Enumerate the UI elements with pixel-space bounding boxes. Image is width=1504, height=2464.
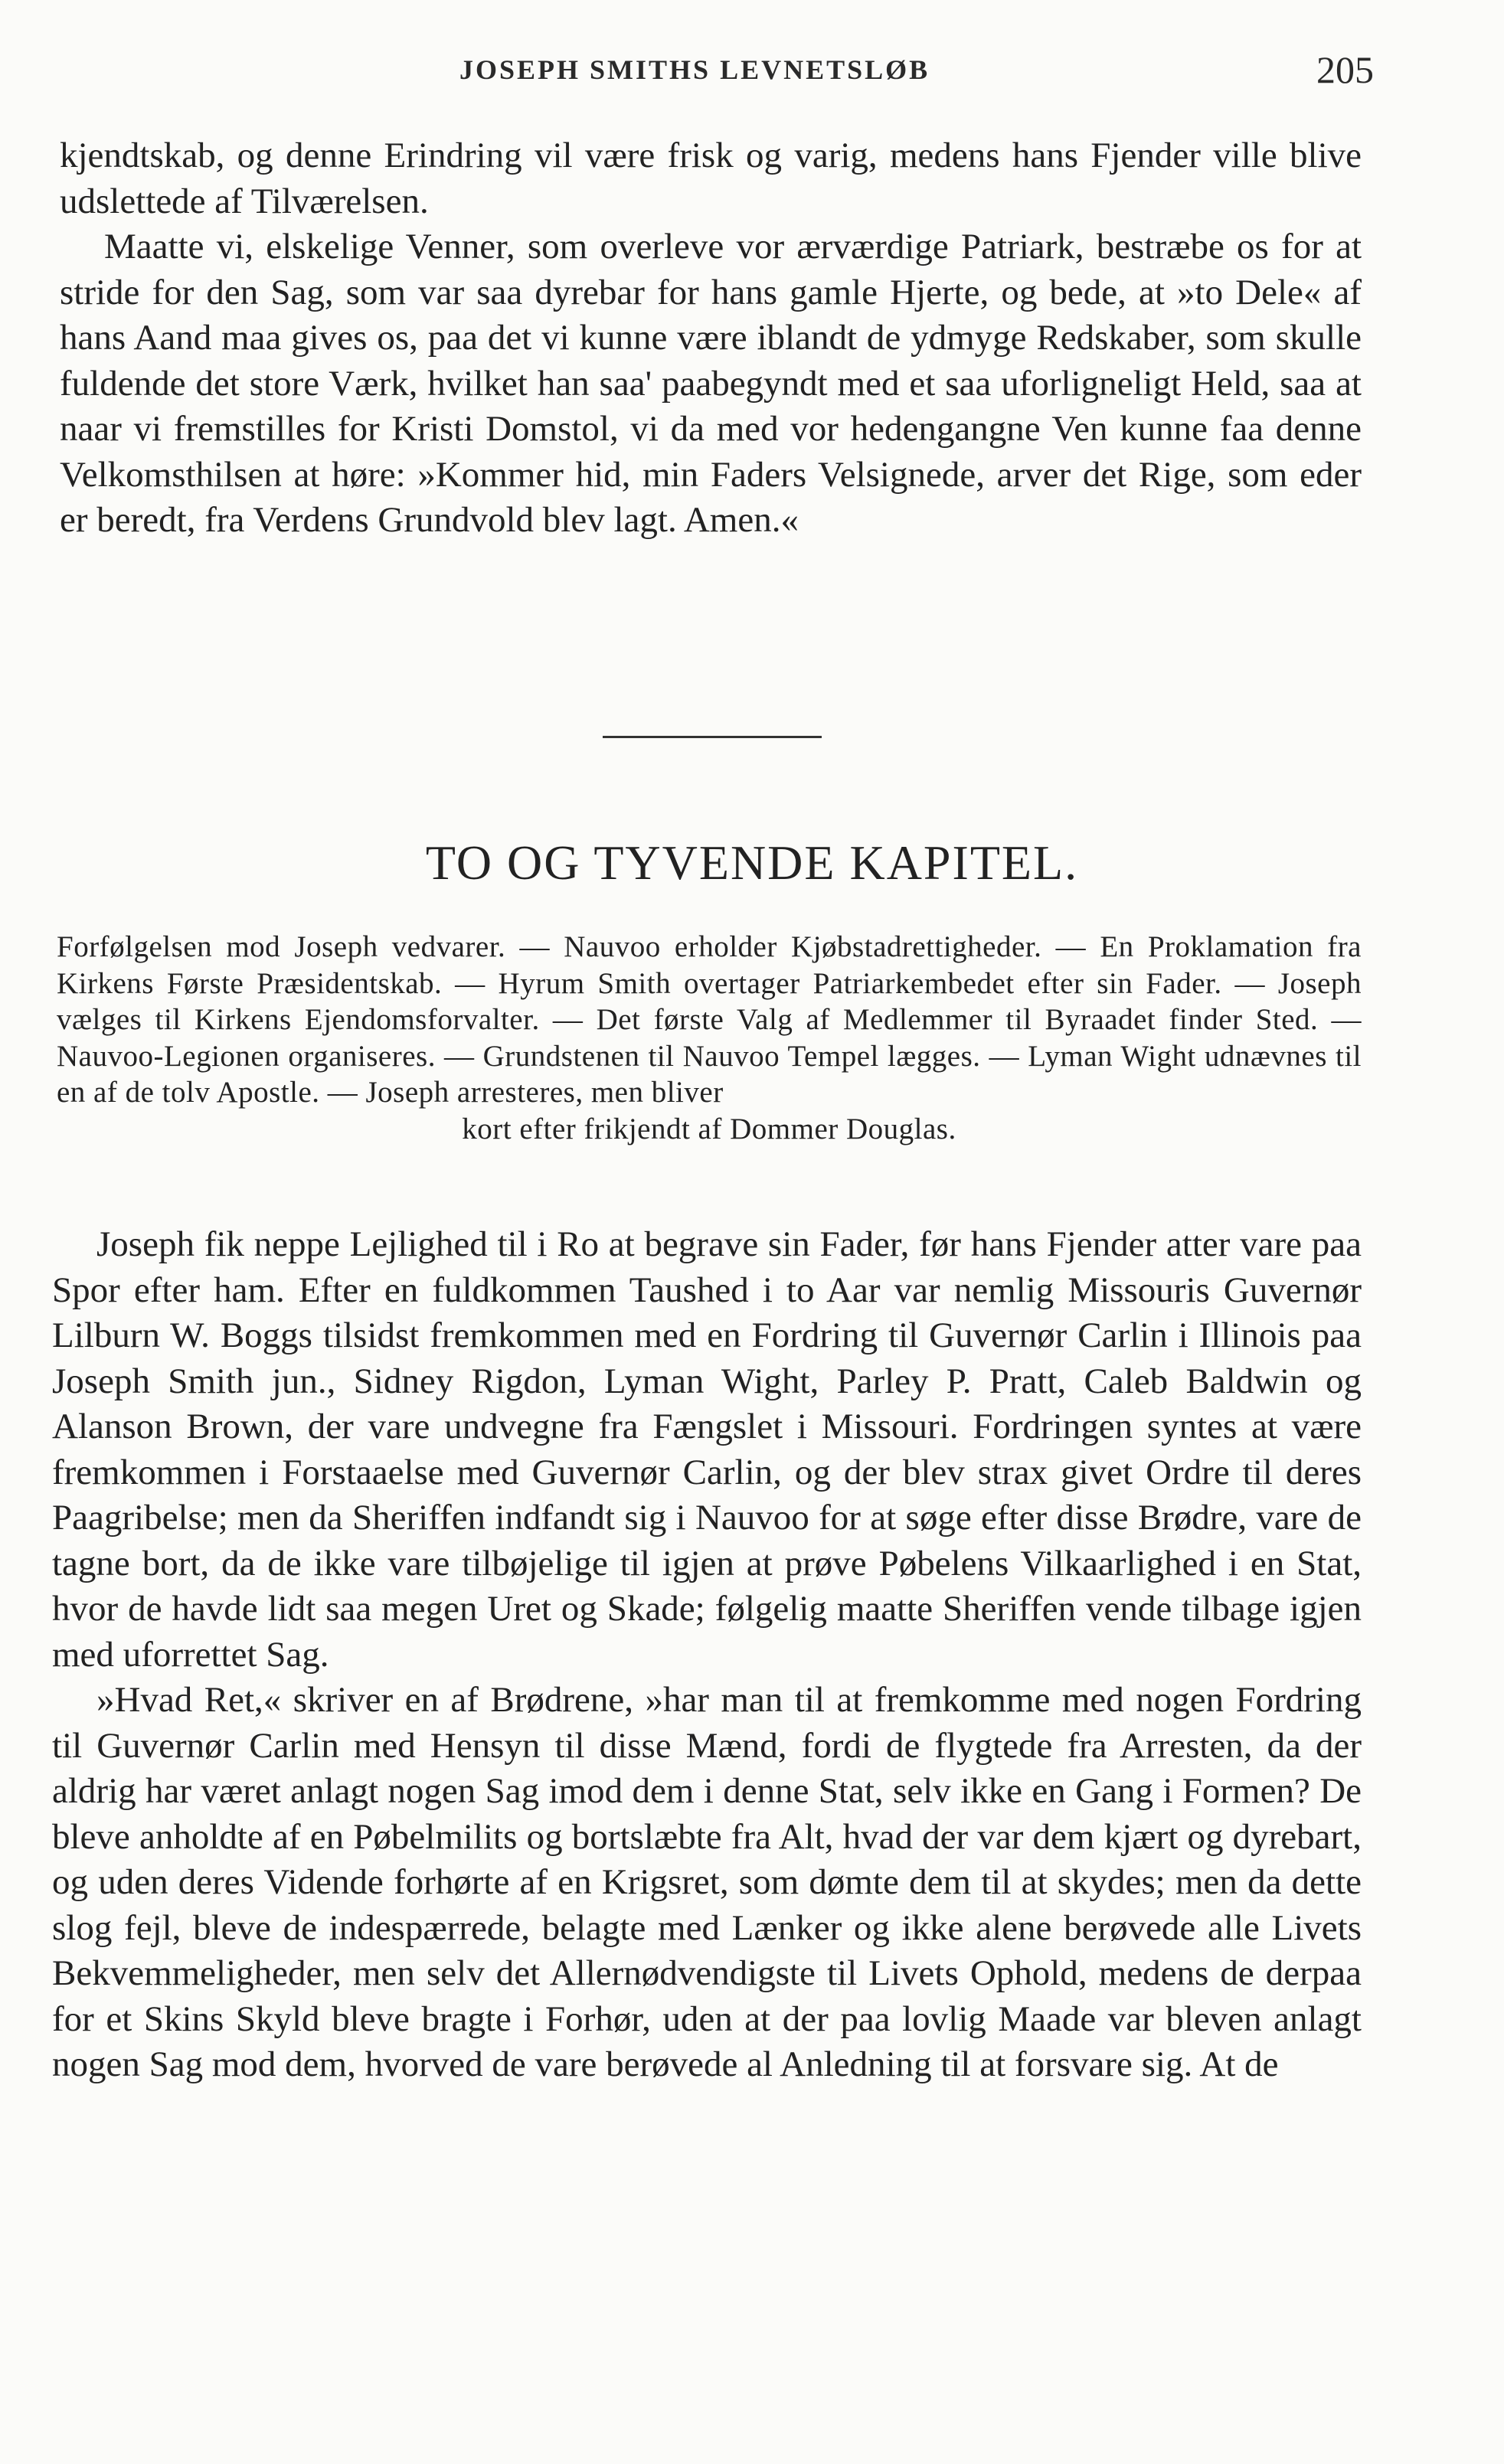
paragraph: »Hvad Ret,« skriver en af Brødrene, »har man til at fremkomme med nogen Fordring til Guvernør Carlin med Hensyn til disse Mænd, fordi de flygtede fra Arresten, da der aldrig har været anlagt nogen Sag imod dem i denne Stat, selv ikke en Gang i Formen? De bleve anholdte af en Pøbelmilits og bortslæbte fra Alt, hvad der var dem kjært og dyrebart, og uden deres Vidende forhørte af en Krigsret, som dømte dem til at skydes; men da dette slog fejl, bleve de indespærrede, belagte med Lænker og ikke alene berøvede alle Livets Bekvemmeligheder, men selv det Allernødvendigste til Livets Ophold, medens de derpaa for et Skins Skyld bleve bragte i Forhør, uden at der paa lovlig Maade var bleven anlagt nogen Sag mod dem, hvorved de vare berøvede al Anledning til at forsvare sig. At de bbox=[52, 1680, 1362, 2084]
paragraph: Maatte vi, elskelige Venner, som overleve vor ærværdige Patriark, bestræbe os for at stride for den Sag, som var saa dyrebar for hans gamle Hjerte, og bede, at »to Dele« af hans Aand maa gives os, paa det vi kunne være iblandt de ydmyge Redskaber, som skulle fuldende det store Værk, hvilket han saa' paabegyndt med et saa uforligneligt Held, saa at naar vi fremstilles for Kristi Domstol, vi da med vor hedengangne Ven kunne faa denne Velkomsthilsen at høre: »Kommer hid, min Faders Velsignede, arver det Rige, som eder er beredt, fra Verdens Grundvold blev lagt. Amen.« bbox=[60, 227, 1362, 540]
running-title: JOSEPH SMITHS LEVNETSLØB bbox=[459, 54, 930, 85]
chapter-title: TO OG TYVENDE KAPITEL. bbox=[425, 835, 1079, 890]
continued-text bbox=[60, 133, 1362, 544]
chapter-summary bbox=[57, 929, 1362, 1147]
chapter-summary-text: Forfølgelsen mod Joseph vedvarer. — Nauvoo erholder Kjøbstadrettigheder. — En Proklamation fra Kirkens Første Præsidentskab. — Hyrum Smith overtager Patriarkembedet efter sin Fader. — Joseph vælges til Kirkens Ejendomsforvalter. — Det første Valg af Medlemmer til Byraadet finder Sted. — Nauvoo-Legionen organiseres. — Grundstenen til Nauvoo Tempel lægges. — Lyman Wight udnævnes til en af de tolv Apostle. — Joseph arresteres, men bliver bbox=[57, 930, 1362, 1109]
paragraph: kjendtskab, og denne Erindring vil være frisk og varig, medens hans Fjender ville blive udslettede af Tilværelsen. bbox=[60, 136, 1362, 221]
running-head bbox=[459, 48, 1443, 100]
section-divider bbox=[603, 736, 822, 738]
paragraph: Joseph fik neppe Lejlighed til i Ro at begrave sin Fader, før hans Fjender atter vare paa Spor efter ham. Efter en fuldkommen Taushed i to Aar var nemlig Missouris Guvernør Lilburn W. Boggs tilsidst fremkommen med en Fordring til Guvernør Carlin i Illinois paa Joseph Smith jun., Sidney Rigdon, Lyman Wight, Parley P. Pratt, Caleb Baldwin og Alanson Brown, der vare undvegne fra Fængslet i Missouri. Fordringen syntes at være fremkommen i Forstaaelse med Guvernør Carlin, og der blev strax givet Ordre til deres Paagribelse; men da Sheriffen indfandt sig i Nauvoo for at søge efter disse Brødre, vare de tagne bort, da de ikke vare tilbøjelige til igjen at prøve Pøbelens Vilkaarlighed i en Stat, hvor de havde lidt saa megen Uret og Skade; følgelig maatte Sheriffen vende tilbage igjen med uforrettet Sag. bbox=[52, 1224, 1362, 1675]
page-number: 205 bbox=[1316, 48, 1374, 91]
chapter-summary-last-line: kort efter frikjendt af Dommer Douglas. bbox=[462, 1112, 956, 1145]
chapter-body bbox=[52, 1222, 1362, 2088]
